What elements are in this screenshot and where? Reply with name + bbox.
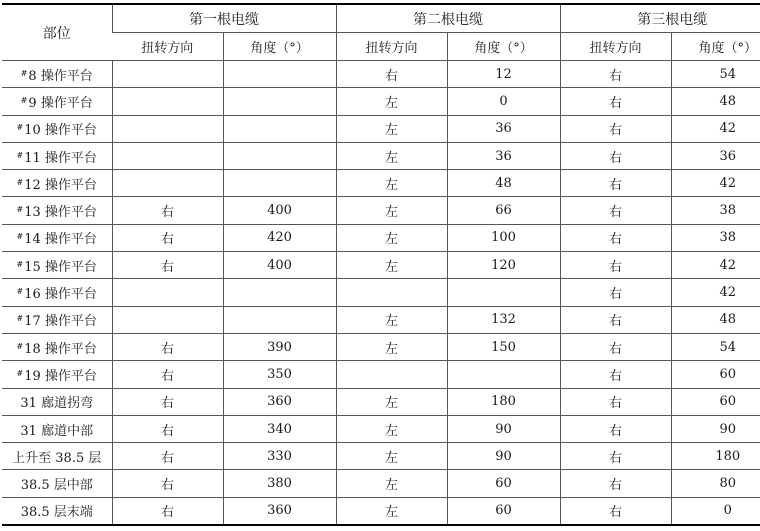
cable-1-direction-cell: 右 xyxy=(112,333,223,360)
cable-1-direction-cell: 右 xyxy=(112,443,223,470)
location-cell xyxy=(2,388,112,415)
cable-3-direction-header: 扭转方向 xyxy=(560,33,671,61)
cable-3-direction-cell: 右 xyxy=(560,415,671,442)
location-cell xyxy=(2,361,112,388)
cable-1-angle-cell: 400 xyxy=(223,197,336,224)
location-cell xyxy=(2,88,112,115)
cable-1-direction-cell: 右 xyxy=(112,361,223,388)
cable-3-angle-cell: 36 xyxy=(671,142,760,169)
cable-1-direction-cell: 右 xyxy=(112,497,223,525)
location-label: 上升至 38.5 层 xyxy=(12,450,102,466)
cable-1-direction-cell xyxy=(112,279,223,306)
cable-3-angle-cell: 42 xyxy=(671,115,760,142)
cable-1-angle-cell xyxy=(223,142,336,169)
cable-3-angle-cell: 42 xyxy=(671,279,760,306)
location-header: 部位 xyxy=(2,4,112,61)
location-cell xyxy=(2,61,112,88)
cable-2-angle-cell: 66 xyxy=(447,197,560,224)
cable-2-angle-cell: 60 xyxy=(447,470,560,497)
cable-2-angle-cell: 132 xyxy=(447,306,560,333)
cable-3-angle-cell: 54 xyxy=(671,61,760,88)
cable-1-direction-cell xyxy=(112,88,223,115)
cable-1-direction-cell: 右 xyxy=(112,197,223,224)
cable-2-angle-cell: 36 xyxy=(447,142,560,169)
table-row xyxy=(2,115,760,142)
cable-2-direction-cell: 左 xyxy=(336,115,447,142)
cable-1-direction-cell xyxy=(112,170,223,197)
table-body xyxy=(2,61,760,526)
location-label: 31 廊道中部 xyxy=(20,423,94,439)
cable-3-angle-cell: 42 xyxy=(671,170,760,197)
location-label: 15 操作平台 xyxy=(24,259,97,275)
number-sign: # xyxy=(16,368,24,378)
cable-2-angle-cell xyxy=(447,279,560,306)
location-label: 8 操作平台 xyxy=(28,68,93,84)
cable-1-direction-cell: 右 xyxy=(112,252,223,279)
cable-3-direction-cell: 右 xyxy=(560,470,671,497)
cable-1-direction-cell xyxy=(112,306,223,333)
cable-2-angle-cell: 48 xyxy=(447,170,560,197)
table-row xyxy=(2,497,760,525)
table-row xyxy=(2,388,760,415)
location-cell xyxy=(2,170,112,197)
cable-2-angle-cell: 180 xyxy=(447,388,560,415)
cable-3-direction-cell: 右 xyxy=(560,388,671,415)
location-label: 31 廊道拐弯 xyxy=(20,396,94,412)
cable-2-angle-cell: 60 xyxy=(447,497,560,525)
location-label: 38.5 层末端 xyxy=(20,505,93,521)
cable-2-direction-cell: 左 xyxy=(336,497,447,525)
location-label: 17 操作平台 xyxy=(24,314,97,330)
table-row xyxy=(2,61,760,88)
cable-2-angle-cell: 150 xyxy=(447,333,560,360)
table-row xyxy=(2,470,760,497)
location-cell xyxy=(2,197,112,224)
table-row xyxy=(2,88,760,115)
number-sign: # xyxy=(16,232,24,242)
cable-3-angle-cell: 90 xyxy=(671,415,760,442)
cable-1-angle-cell xyxy=(223,306,336,333)
number-sign: # xyxy=(16,150,24,160)
location-cell xyxy=(2,252,112,279)
cable-3-angle-cell: 80 xyxy=(671,470,760,497)
cable-2-angle-header: 角度（°） xyxy=(447,33,560,61)
location-label: 10 操作平台 xyxy=(24,123,97,139)
number-sign: # xyxy=(20,95,28,105)
location-label: 18 操作平台 xyxy=(24,341,97,357)
table-row xyxy=(2,142,760,169)
cable-1-direction-cell: 右 xyxy=(112,470,223,497)
cable-3-direction-cell: 右 xyxy=(560,333,671,360)
cable-1-angle-cell: 360 xyxy=(223,497,336,525)
cable-1-angle-cell: 340 xyxy=(223,415,336,442)
location-cell xyxy=(2,306,112,333)
cable-1-angle-cell xyxy=(223,115,336,142)
cable-1-angle-cell: 380 xyxy=(223,470,336,497)
cable-3-direction-cell: 右 xyxy=(560,61,671,88)
cable-2-angle-cell: 0 xyxy=(447,88,560,115)
cable-2-direction-cell: 右 xyxy=(336,61,447,88)
cable-3-direction-cell: 右 xyxy=(560,170,671,197)
location-cell xyxy=(2,415,112,442)
location-label: 13 操作平台 xyxy=(24,205,97,221)
cable-3-direction-cell: 右 xyxy=(560,224,671,251)
cable-3-direction-cell: 右 xyxy=(560,361,671,388)
cable-2-angle-cell: 90 xyxy=(447,443,560,470)
cable-3-direction-cell: 右 xyxy=(560,443,671,470)
location-cell xyxy=(2,333,112,360)
table-row xyxy=(2,252,760,279)
cable-3-direction-cell: 右 xyxy=(560,197,671,224)
table-row xyxy=(2,170,760,197)
location-label: 12 操作平台 xyxy=(24,177,97,193)
location-cell xyxy=(2,115,112,142)
cable-2-direction-cell: 左 xyxy=(336,252,447,279)
cable-2-direction-cell: 左 xyxy=(336,333,447,360)
cable-2-angle-cell: 36 xyxy=(447,115,560,142)
cable-3-direction-cell: 右 xyxy=(560,115,671,142)
cable-3-angle-cell: 60 xyxy=(671,388,760,415)
cable-2-angle-cell: 12 xyxy=(447,61,560,88)
cable-2-direction-cell: 左 xyxy=(336,415,447,442)
cable-2-direction-cell: 左 xyxy=(336,197,447,224)
cable-1-angle-cell: 390 xyxy=(223,333,336,360)
table-row xyxy=(2,224,760,251)
table-row xyxy=(2,443,760,470)
cable-1-angle-cell: 360 xyxy=(223,388,336,415)
cable-1-angle-cell xyxy=(223,279,336,306)
cable-3-angle-cell: 54 xyxy=(671,333,760,360)
cable-1-direction-cell xyxy=(112,142,223,169)
cable-3-direction-cell: 右 xyxy=(560,306,671,333)
location-cell xyxy=(2,470,112,497)
cable-1-direction-cell: 右 xyxy=(112,224,223,251)
cable-2-direction-header: 扭转方向 xyxy=(336,33,447,61)
table-row xyxy=(2,306,760,333)
table-row xyxy=(2,333,760,360)
location-cell xyxy=(2,497,112,525)
cable-3-angle-cell: 38 xyxy=(671,197,760,224)
cable-3-angle-cell: 38 xyxy=(671,224,760,251)
cable-3-direction-cell: 右 xyxy=(560,88,671,115)
cable-1-direction-cell xyxy=(112,61,223,88)
cable-3-angle-cell: 180 xyxy=(671,443,760,470)
cable-2-angle-cell: 120 xyxy=(447,252,560,279)
cable-1-header: 第一根电缆 xyxy=(112,4,336,33)
number-sign: # xyxy=(16,259,24,269)
location-cell xyxy=(2,279,112,306)
cable-2-direction-cell: 左 xyxy=(336,224,447,251)
cable-2-direction-cell: 左 xyxy=(336,88,447,115)
location-label: 16 操作平台 xyxy=(24,287,97,303)
cable-1-direction-header: 扭转方向 xyxy=(112,33,223,61)
cable-2-direction-cell: 左 xyxy=(336,443,447,470)
cable-2-direction-cell: 左 xyxy=(336,470,447,497)
number-sign: # xyxy=(16,205,24,215)
table-row xyxy=(2,197,760,224)
location-cell xyxy=(2,443,112,470)
header-row-cables xyxy=(2,4,760,33)
cable-3-angle-header: 角度（°） xyxy=(671,33,760,61)
cable-twist-table xyxy=(2,3,760,526)
number-sign: # xyxy=(16,314,24,324)
cable-3-angle-cell: 48 xyxy=(671,88,760,115)
cable-1-angle-cell: 400 xyxy=(223,252,336,279)
cable-2-direction-cell: 左 xyxy=(336,388,447,415)
cable-3-direction-cell: 右 xyxy=(560,497,671,525)
cable-3-angle-cell: 48 xyxy=(671,306,760,333)
number-sign: # xyxy=(20,68,28,78)
location-label: 19 操作平台 xyxy=(24,368,97,384)
cable-2-angle-cell: 90 xyxy=(447,415,560,442)
number-sign: # xyxy=(16,123,24,133)
location-label: 9 操作平台 xyxy=(28,95,93,111)
cable-2-angle-cell xyxy=(447,361,560,388)
table-row xyxy=(2,361,760,388)
cable-2-header: 第二根电缆 xyxy=(336,4,560,33)
table-row xyxy=(2,279,760,306)
cable-1-angle-cell: 350 xyxy=(223,361,336,388)
cable-3-angle-cell: 0 xyxy=(671,497,760,525)
cable-1-direction-cell: 右 xyxy=(112,388,223,415)
location-label: 11 操作平台 xyxy=(24,150,97,166)
table-row xyxy=(2,415,760,442)
cable-1-angle-cell xyxy=(223,61,336,88)
cable-3-angle-cell: 42 xyxy=(671,252,760,279)
cable-2-direction-cell xyxy=(336,279,447,306)
cable-1-angle-header: 角度（°） xyxy=(223,33,336,61)
cable-3-direction-cell: 右 xyxy=(560,252,671,279)
location-label: 14 操作平台 xyxy=(24,232,97,248)
cable-2-direction-cell: 左 xyxy=(336,142,447,169)
cable-2-angle-cell: 100 xyxy=(447,224,560,251)
cable-3-angle-cell: 60 xyxy=(671,361,760,388)
cable-2-direction-cell: 左 xyxy=(336,170,447,197)
location-label: 38.5 层中部 xyxy=(20,478,93,494)
cable-2-direction-cell xyxy=(336,361,447,388)
number-sign: # xyxy=(16,287,24,297)
cable-1-angle-cell xyxy=(223,88,336,115)
cable-3-header: 第三根电缆 xyxy=(560,4,760,33)
cable-1-angle-cell xyxy=(223,170,336,197)
location-cell xyxy=(2,142,112,169)
header-row-subcolumns xyxy=(2,33,760,61)
cable-1-direction-cell xyxy=(112,115,223,142)
cable-3-direction-cell: 右 xyxy=(560,142,671,169)
cable-1-angle-cell: 330 xyxy=(223,443,336,470)
cable-2-direction-cell: 左 xyxy=(336,306,447,333)
number-sign: # xyxy=(16,341,24,351)
number-sign: # xyxy=(16,177,24,187)
cable-1-direction-cell: 右 xyxy=(112,415,223,442)
cable-1-angle-cell: 420 xyxy=(223,224,336,251)
location-cell xyxy=(2,224,112,251)
cable-3-direction-cell: 右 xyxy=(560,279,671,306)
